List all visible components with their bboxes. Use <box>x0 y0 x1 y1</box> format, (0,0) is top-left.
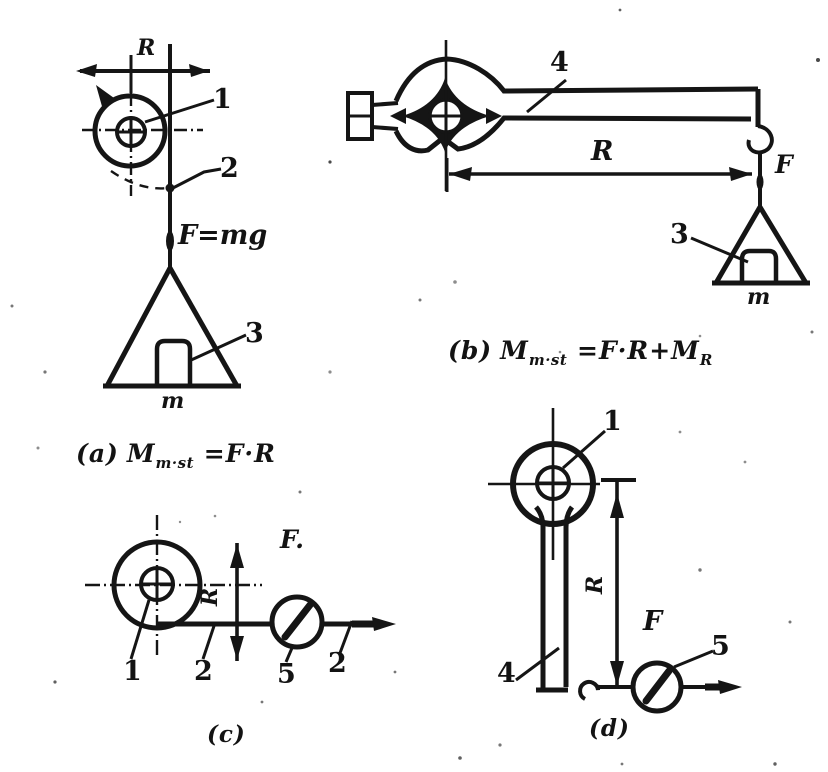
clamp-horn <box>96 85 114 110</box>
hook-icon <box>749 126 772 152</box>
fig-a-radius-label: R <box>137 35 156 61</box>
fig-b-caption-formula: =F·R+M <box>577 336 700 365</box>
fig-d-radius-label: R <box>582 575 609 595</box>
pulley-hub <box>140 567 174 601</box>
fig-a-caption-index: (a) <box>76 439 119 468</box>
hook-icon <box>580 682 599 699</box>
weight-hanger <box>712 207 810 283</box>
fig-a-caption-M: M <box>126 439 156 468</box>
fig-c-radius-label: R <box>197 587 224 607</box>
fig-c-force-label: F. <box>280 525 304 554</box>
arrow-right-icon <box>729 167 752 181</box>
fig-b-caption-sub2: R <box>699 351 713 369</box>
fig-b-caption-index: (b) <box>448 336 493 365</box>
leader-4 <box>516 648 559 680</box>
arrow-left-icon <box>76 64 97 77</box>
fig-b-mass-label: m <box>747 284 771 310</box>
fig-d-force-label: F <box>643 606 663 637</box>
fig-d-caption: (d) <box>589 715 630 742</box>
pulley-hub <box>116 116 146 148</box>
fig-c-caption: (c) <box>207 721 246 748</box>
fig-b-force-label: F <box>775 150 793 179</box>
fig-c-pulley-with-gauge <box>85 515 396 662</box>
mass-block <box>742 251 776 283</box>
fig-a-part1-label: 1 <box>213 84 232 115</box>
fig-a-part2-label: 2 <box>220 153 239 184</box>
fig-d-part1-label: 1 <box>603 406 622 437</box>
fig-a-force-label: F=mg <box>178 220 268 251</box>
arrow-right-icon <box>189 64 209 77</box>
fig-d-part5-label: 5 <box>711 631 730 662</box>
fig-c-part2b-label: 2 <box>328 648 347 679</box>
leader-2 <box>171 169 221 189</box>
fig-a-part3-label: 3 <box>245 318 264 349</box>
arrow-right-icon <box>372 617 396 631</box>
cord-knot <box>166 231 174 251</box>
dashed-arc <box>111 171 168 188</box>
arrow-up-icon <box>610 493 624 518</box>
fig-b-caption-M: M <box>500 336 529 365</box>
fig-c-part1-label: 1 <box>123 656 142 687</box>
leader-5 <box>674 651 713 667</box>
fig-a-mass-label: m <box>161 388 185 414</box>
fig-a-caption-formula: =F·R <box>203 439 276 468</box>
leader-2 <box>203 626 214 659</box>
fig-b-radius-label: R <box>591 136 614 167</box>
fig-d-part4-label: 4 <box>497 658 516 689</box>
leader-4 <box>527 80 566 112</box>
arrow-down-icon <box>230 636 244 660</box>
force-gauge <box>633 663 681 711</box>
dimension-R-c <box>230 543 244 661</box>
arrow-right-icon <box>718 680 742 694</box>
arrow-up-icon <box>230 544 244 568</box>
leader-1 <box>145 100 214 122</box>
fig-a-caption <box>76 441 276 471</box>
fig-c-part2a-label: 2 <box>194 656 213 687</box>
fig-b-part4-label: 4 <box>550 47 569 78</box>
arrow-left-icon <box>449 167 472 181</box>
fig-a-caption-sub: m·st <box>155 454 195 472</box>
weight-hanger <box>103 268 241 386</box>
fig-b-wrench-on-bolt <box>348 40 810 283</box>
fig-b-caption <box>448 338 713 368</box>
arrow-down-icon <box>610 661 624 686</box>
fig-c-part5-label: 5 <box>277 659 296 690</box>
fig-d-ring-spanner-with-gauge <box>488 408 742 711</box>
fig-b-part3-label: 3 <box>670 219 689 250</box>
fig-b-caption-sub: m·st <box>528 351 568 369</box>
force-gauge <box>272 597 322 647</box>
leader-1 <box>131 600 149 659</box>
mass-block <box>157 341 190 386</box>
ring-hub <box>536 466 570 500</box>
